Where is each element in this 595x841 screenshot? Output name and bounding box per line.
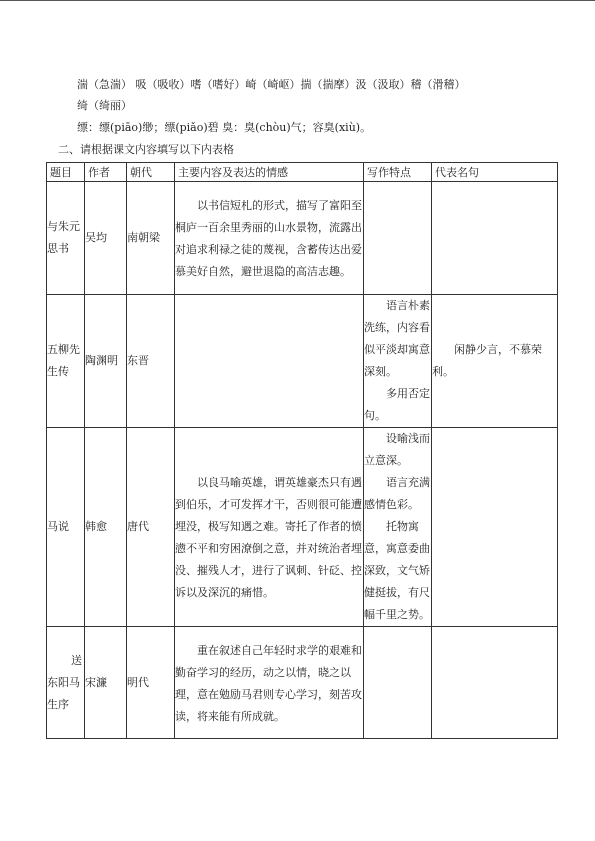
dynasty-cell: 东晋 (127, 295, 175, 428)
header-features: 写作特点 (364, 163, 432, 182)
topic-cell: 马说 (47, 428, 85, 627)
header-dynasty: 朝代 (127, 163, 175, 182)
dynasty-cell: 南朝梁 (127, 182, 175, 295)
table-row (47, 428, 558, 627)
topic-cell: 五柳先生传 (47, 295, 85, 428)
content-cell (175, 295, 364, 428)
feature-item: 托物寓意，寓意委曲深致，文气矫健挺拔，有尺幅千里之势。 (364, 520, 430, 621)
features-cell (364, 428, 432, 627)
table-row (47, 627, 558, 739)
dynasty-cell: 唐代 (127, 428, 175, 627)
author-cell: 陶渊明 (85, 295, 127, 428)
dynasty-cell: 明代 (127, 627, 175, 739)
quote-cell: 闲静少言，不慕荣利。 (432, 295, 558, 428)
quote-cell (432, 627, 558, 739)
topic-lead: 送 (71, 653, 82, 667)
features-cell (364, 295, 432, 428)
author-cell: 吴均 (85, 182, 127, 295)
topic-cell: 与朱元思书 (47, 182, 85, 295)
table-row (47, 295, 558, 428)
author-cell: 宋濂 (85, 627, 127, 739)
content-cell: 重在叙述自己年轻时求学的艰难和勤奋学习的经历，动之以情，晓之以理，意在勉励马君则专心学习，刻苦攻读，将来能有所成就。 (175, 627, 364, 739)
vocab-line-1: 湍（急湍） 吸（吸收）嗜（嗜好）崎（崎岖）揣（揣摩）汲（汲取）稽（滑稽） (77, 78, 466, 91)
features-cell (364, 182, 432, 295)
works-table (46, 162, 558, 739)
vocab-line-3: 缥：缥(piāo)缈；缥(piǎo)碧 臭：臭(chòu)气；容臭(xiù)。 (77, 121, 372, 134)
header-topic: 题目 (47, 163, 85, 182)
author-cell: 韩愈 (85, 428, 127, 627)
features-cell (364, 627, 432, 739)
header-quote: 代表名句 (432, 163, 558, 182)
vocab-line-2: 绮（绮丽） (77, 99, 132, 112)
quote-cell (432, 428, 558, 627)
feature-item: 语言朴素洗练，内容看似平淡却寓意深刻。 (364, 299, 430, 378)
header-content: 主要内容及表达的情感 (175, 163, 364, 182)
topic-cell (47, 627, 85, 739)
feature-item: 设喻浅而立意深。 (364, 432, 430, 467)
top-rule (0, 0, 595, 1)
feature-item: 语言充满感情色彩。 (364, 476, 430, 511)
content-cell: 以良马喻英雄，谓英雄豪杰只有遇到伯乐，才可发挥才干，否则很可能遭埋没，极写知遇之难。寄托了作者的愤懑不平和穷困潦倒之意，并对统治者埋没、摧残人才，进行了讽刺、针砭、控诉以及深沉的痛惜。 (175, 428, 364, 627)
feature-item: 多用否定句。 (364, 387, 430, 422)
table-row (47, 182, 558, 295)
section-title: 二、请根据课文内容填写以下内表格 (58, 143, 234, 156)
table-header-row (47, 163, 558, 182)
content-cell: 以书信短札的形式，描写了富阳至桐庐一百余里秀丽的山水景物，流露出对追求利禄之徒的蔑视，含蓄传达出爱慕美好自然，避世退隐的高洁志趣。 (175, 182, 364, 295)
header-author: 作者 (85, 163, 127, 182)
quote-cell (432, 182, 558, 295)
topic-text: 东阳马生序 (47, 675, 80, 711)
